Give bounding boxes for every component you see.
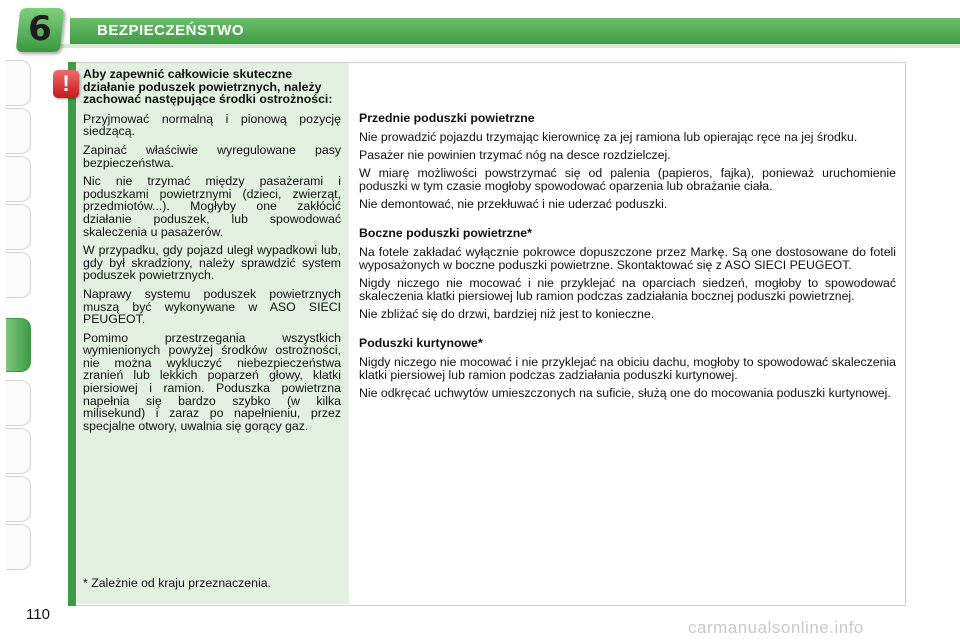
section-paragraph: Nigdy niczego nie mocować i nie przyklejać na obiciu dachu, mogłoby to spowodować skaleczenia klatki piersiowej lub ramion podczas zadziałania poduszki kurtynowej. [359, 355, 896, 382]
section-heading: Boczne poduszki powietrzne* [359, 226, 532, 240]
chapter-tab-1[interactable] [6, 60, 31, 106]
exclamation-icon: ! [53, 70, 79, 98]
section-paragraph: Nie demontować, nie przekłuwać i nie uderzać poduszki. [359, 197, 668, 211]
section-heading: Przednie poduszki powietrzne [359, 111, 535, 125]
section-title: BEZPIECZEŃSTWO [97, 22, 245, 39]
warning-paragraph: Pomimo przestrzegania wszystkich wymienionych powyżej środków ostrożności, nie można wykluczyć niebezpieczeństwa zranień lub lekkich poparzeń głowy, klatki piersiowej i ramion. Poduszka powietrzna napełnia się bardzo szybko (w kilka milisekund) i zaraz po napełnieniu, przez specjalne otwory, uwalnia się gorący gaz. [83, 330, 341, 433]
chapter-tab-7[interactable] [6, 380, 31, 426]
section-heading: Poduszki kurtynowe* [359, 336, 483, 350]
section-paragraph: Pasażer nie powinien trzymać nóg na desce rozdzielczej. [359, 148, 671, 162]
chapter-tab-6-active[interactable] [6, 318, 31, 372]
warning-paragraph: Zapinać właściwie wyregulowane pasy bezpieczeństwa. [83, 142, 341, 170]
section-paragraph: Nie prowadzić pojazdu trzymając kierownicę za jej ramiona lub opierając ręce na jej środku. [359, 130, 858, 144]
airbag-instructions [359, 112, 896, 405]
front-airbags-section [359, 112, 896, 211]
curtain-airbags-section [359, 337, 896, 400]
warning-panel [83, 68, 341, 438]
warning-paragraph: Nic nie trzymać między pasażerami i poduszkami powietrznymi (dzieci, zwierząt, przedmiotów...). Mogłyby one zakłócić działanie poduszek, lub spowodować skaleczenia u pasażerów. [83, 174, 341, 239]
chapter-tab-3[interactable] [6, 156, 31, 202]
warning-paragraph: Naprawy systemu poduszek powietrznych muszą być wykonywane w ASO SIECI PEUGEOT. [83, 286, 341, 327]
warning-heading: Aby zapewnić całkowicie skuteczne działanie poduszek powietrznych, należy zachować następujące środki ostrożności: [83, 67, 333, 107]
warning-paragraph: Przyjmować normalną i pionową pozycję siedzącą. [83, 111, 341, 139]
chapter-tab-2[interactable] [6, 108, 31, 154]
chapter-tab-8[interactable] [6, 428, 31, 474]
chapter-tab-9[interactable] [6, 476, 31, 522]
chapter-number: 6 [28, 9, 52, 49]
section-paragraph: Nie zbliżać się do drzwi, bardziej niż jest to konieczne. [359, 307, 655, 321]
side-airbags-section [359, 227, 896, 321]
section-paragraph: Nigdy niczego nie mocować i nie przyklejać na oparciach siedzeń, mogłoby to spowodować skaleczenia klatki piersiowej lub ramion podczas zadziałania bocznej poduszki powietrznej. [359, 276, 896, 303]
header-bar-shadow [60, 44, 960, 48]
page-number: 110 [26, 606, 50, 623]
chapter-tab-10[interactable] [6, 524, 31, 570]
section-paragraph: Nie odkręcać uchwytów umieszczonych na suficie, służą one do mocowania poduszki kurtynowej. [359, 386, 891, 400]
watermark: carmanualsonline.info [688, 618, 864, 637]
chapter-tab-5[interactable] [6, 252, 31, 298]
warning-paragraph: W przypadku, gdy pojazd uległ wypadkowi lub, gdy był skradziony, należy sprawdzić system poduszek powietrznych. [83, 243, 341, 283]
content-accent-stripe [68, 62, 76, 606]
section-paragraph: W miarę możliwości powstrzymać się od palenia (papieros, fajka), ponieważ uruchomienie poduszki w tym czasie mogłoby spowodować oparzenia lub obrażanie ciała. [359, 166, 896, 193]
chapter-tab-4[interactable] [6, 204, 31, 250]
footnote: * Zależnie od kraju przeznaczenia. [83, 576, 271, 590]
section-paragraph: Na fotele zakładać wyłącznie pokrowce dopuszczone przez Markę. Są one dostosowane do foteli wyposażonych w boczne poduszki powietrzne. Skontaktować się z ASO SIECI PEUGEOT. [359, 245, 896, 272]
chapter-tabs [0, 60, 40, 580]
